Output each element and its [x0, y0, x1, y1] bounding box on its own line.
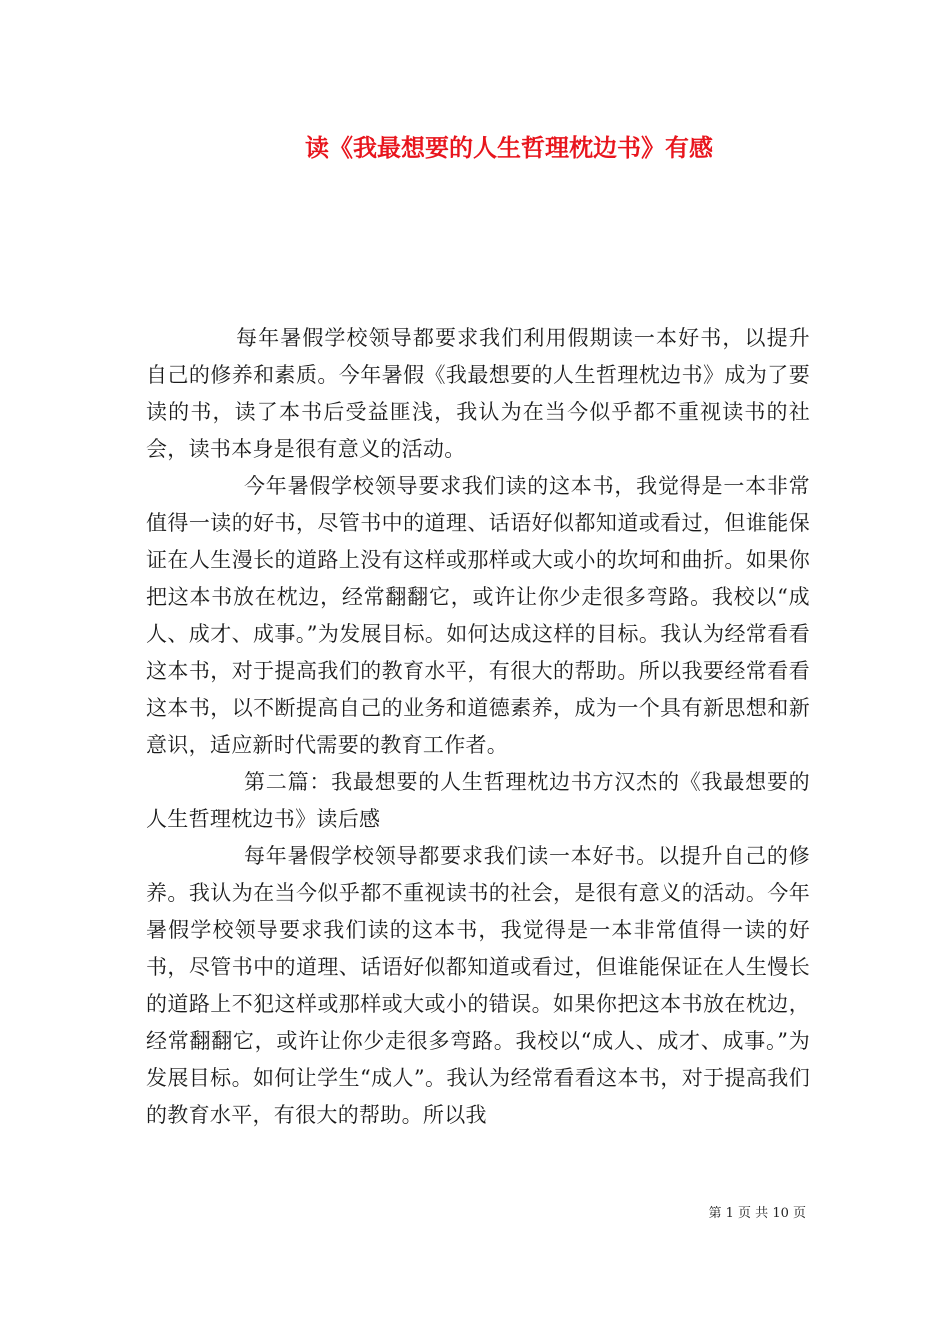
- paragraph-4: 每年暑假学校领导都要求我们读一本好书。以提升自己的修养。我认为在当今似乎都不重视读书的社会，是很有意义的活动。今年暑假学校领导要求我们读的这本书，我觉得是一本非常值得一读的好书，尽管书中的道理、话语好似都知道或看过，但谁能保证在人生慢长的道路上不犯这样或那样或大或小的错误。如果你把这本书放在枕边，经常翻翻它，或许让你少走很多弯路。我校以“成人、成才、成事。”为发展目标。如何让学生“成人”。我认为经常看看这本书，对于提高我们的教育水平，有很大的帮助。所以我: [146, 844, 810, 1127]
- paragraph-1: 每年暑假学校领导都要求我们利用假期读一本好书，以提升自己的修养和素质。今年暑假《我最想要的人生哲理枕边书》成为了要读的书，读了本书后受益匪浅，我认为在当今似乎都不重视读书的社会，读书本身是很有意义的活动。: [146, 326, 810, 461]
- paragraph-2: 今年暑假学校领导要求我们读的这本书，我觉得是一本非常值得一读的好书，尽管书中的道理、话语好似都知道或看过，但谁能保证在人生漫长的道路上没有这样或那样或大或小的坎坷和曲折。如果你把这本书放在枕边，经常翻翻它，或许让你少走很多弯路。我校以“成人、成才、成事。”为发展目标。如何达成这样的目标。我认为经常看看这本书，对于提高我们的教育水平，有很大的帮助。所以我要经常看看这本书，以不断提高自己的业务和道德素养，成为一个具有新思想和新意识，适应新时代需要的教育工作者。: [146, 474, 810, 757]
- document-body: [146, 320, 810, 1134]
- paragraph-3-section-heading: 第二篇：我最想要的人生哲理枕边书方汉杰的《我最想要的人生哲理枕边书》读后感: [146, 770, 810, 831]
- page-number-footer: 第 1 页 共 10 页: [708, 1206, 806, 1221]
- document-title: 读《我最想要的人生哲理枕边书》有感: [305, 133, 713, 162]
